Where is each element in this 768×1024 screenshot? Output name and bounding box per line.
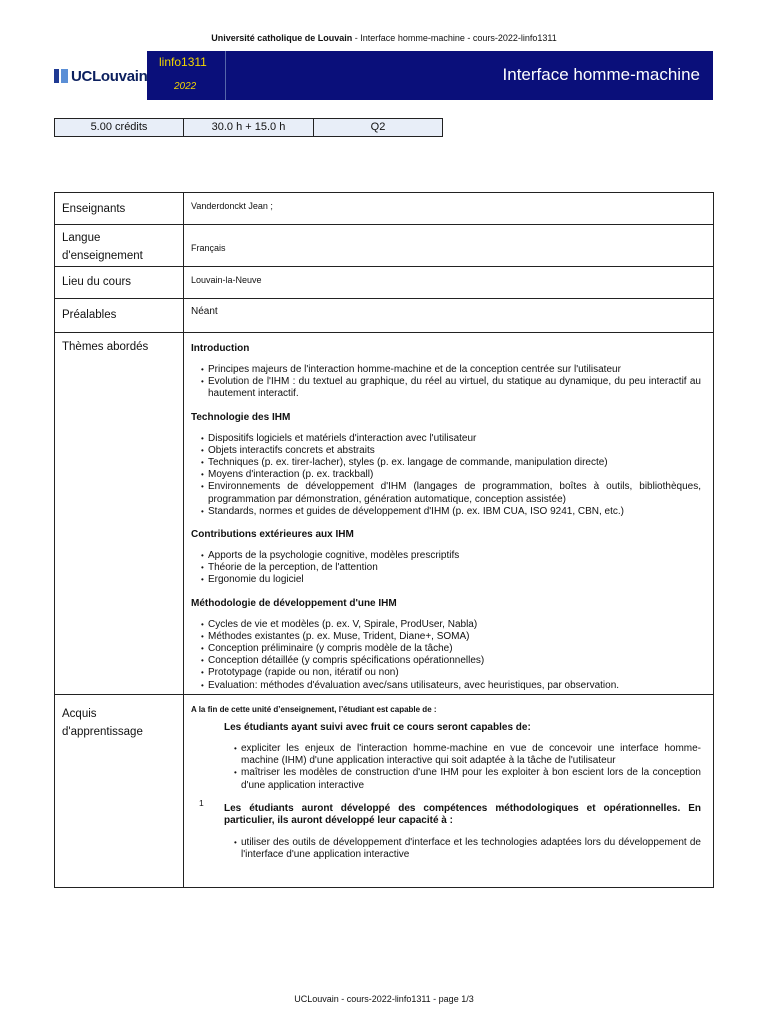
bullet-list: [224, 837, 701, 861]
list-item: • Standards, normes et guides de développement d'IHM (p. ex. IBM CUA, ISO 9241, CBN, etc.): [202, 506, 701, 518]
course-details-table: [54, 192, 714, 888]
bullet-list: [191, 619, 701, 692]
list-item: • Conception détaillée (y compris spécifications opérationnelles): [202, 655, 701, 667]
themes-content: [191, 343, 701, 692]
list-item: • Evolution de l'IHM : du textuel au graphique, du réel au virtuel, du statique au dynamique, du peu interactif au hautement interactif.: [202, 376, 701, 400]
row-prealables: [55, 299, 713, 333]
value-prealables: Néant: [191, 306, 218, 317]
hours-cell: 30.0 h + 15.0 h: [184, 118, 314, 137]
value-lieu: Louvain-la-Neuve: [191, 275, 262, 285]
value-enseignants: Vanderdonckt Jean ;: [191, 201, 273, 211]
university-name: Université catholique de Louvain: [211, 33, 353, 43]
acquis-block1-title: Les étudiants ayant suivi avec fruit ce cours seront capables de:: [224, 722, 531, 733]
quadrimester-cell: Q2: [314, 118, 443, 137]
label-enseignants: Enseignants: [55, 193, 184, 224]
value-langue: Français: [191, 243, 226, 253]
list-item: • Prototypage (rapide ou non, itératif ou non): [202, 667, 701, 679]
course-code-box: [147, 51, 226, 100]
label-acquis: Acquis d'apprentissage: [55, 695, 184, 887]
course-year: 2022: [174, 81, 197, 92]
list-item: • Environnements de développement d'IHM (langages de programmation, boîtes à outils, bibliothèques, programmation par démonstration, génération automatique, conception assistée): [202, 481, 701, 505]
acquis-block: [191, 722, 701, 861]
uclouvain-logo: [54, 65, 147, 87]
course-info-row: [54, 118, 443, 137]
logo-text: UCLouvain: [71, 67, 148, 85]
list-item: • Moyens d'interaction (p. ex. trackball): [202, 469, 701, 481]
course-title: Interface homme-machine: [502, 65, 700, 84]
list-item: • Conception préliminaire (y compris modèle de la tâche): [202, 643, 701, 655]
course-banner: [54, 51, 713, 100]
bullet-list: [224, 743, 701, 792]
section-heading: Méthodologie de développement d'une IHM: [191, 597, 397, 609]
label-themes: Thèmes abordés: [55, 333, 184, 694]
bullet-list: [191, 364, 701, 401]
list-item: • Cycles de vie et modèles (p. ex. V, Spirale, ProdUser, Nabla): [202, 619, 701, 631]
bullet-list: [191, 433, 701, 518]
list-item: • Apports de la psychologie cognitive, modèles prescriptifs: [202, 550, 701, 562]
header-trail: - Interface homme-machine - cours-2022-linfo1311: [352, 33, 557, 43]
logo-mark-icon: [54, 69, 68, 83]
course-title-box: [226, 51, 713, 100]
acquis-number: 1: [199, 798, 204, 808]
section-heading: Contributions extérieures aux IHM: [191, 529, 354, 541]
acquis-block2-title: Les étudiants auront développé des compétences méthodologiques et opérationnelles. En particulier, ils auront développé leur capacité à :: [224, 802, 701, 827]
row-langue: [55, 225, 713, 267]
list-item: • maîtriser les modèles de construction d'une IHM pour les exploiter à bon escient lors de la conception d'une application interactive: [235, 767, 701, 791]
acquis-content: [191, 705, 701, 861]
row-lieu: [55, 267, 713, 299]
section-heading: Introduction: [191, 343, 250, 354]
row-acquis: [55, 695, 713, 887]
list-item: • expliciter les enjeux de l'interaction homme-machine en vue de concevoir une interface homme-machine (IHM) d'une application interactive qui soit adaptée à la tâche de l'utilisateur: [235, 743, 701, 767]
list-item: • Méthodes existantes (p. ex. Muse, Trident, Diane+, SOMA): [202, 631, 701, 643]
list-item: • Objets interactifs concrets et abstraits: [202, 445, 701, 457]
acquis-details: [224, 722, 701, 861]
list-item: • utiliser des outils de développement d'interface et les technologies adaptées lors du développement de l'interface d'une application interactive: [235, 837, 701, 861]
list-item: • Principes majeurs de l'interaction homme-machine et de la conception centrée sur l'utilisateur: [202, 364, 701, 376]
bullet-list: [191, 550, 701, 587]
acquis-intro: A la fin de cette unité d’enseignement, l’étudiant est capable de :: [191, 705, 437, 714]
row-enseignants: [55, 193, 713, 225]
page-header: [0, 33, 768, 43]
row-themes: [55, 333, 713, 695]
section-heading: Technologie des IHM: [191, 411, 291, 423]
list-item: • Dispositifs logiciels et matériels d'interaction avec l'utilisateur: [202, 433, 701, 445]
course-code: linfo1311: [159, 55, 207, 69]
list-item: • Evaluation: méthodes d'évaluation avec/sans utilisateurs, avec heuristiques, par observation.: [202, 680, 701, 692]
list-item: • Théorie de la perception, de l'attention: [202, 562, 701, 574]
label-langue: Langue d'enseignement: [55, 225, 184, 266]
list-item: • Ergonomie du logiciel: [202, 574, 701, 586]
page-footer: UCLouvain - cours-2022-linfo1311 - page 1/3: [294, 994, 474, 1004]
credits-cell: 5.00 crédits: [54, 118, 184, 137]
label-lieu: Lieu du cours: [55, 267, 184, 298]
list-item: • Techniques (p. ex. tirer-lacher), styles (p. ex. langage de commande, manipulation directe): [202, 457, 701, 469]
label-prealables: Préalables: [55, 299, 184, 332]
